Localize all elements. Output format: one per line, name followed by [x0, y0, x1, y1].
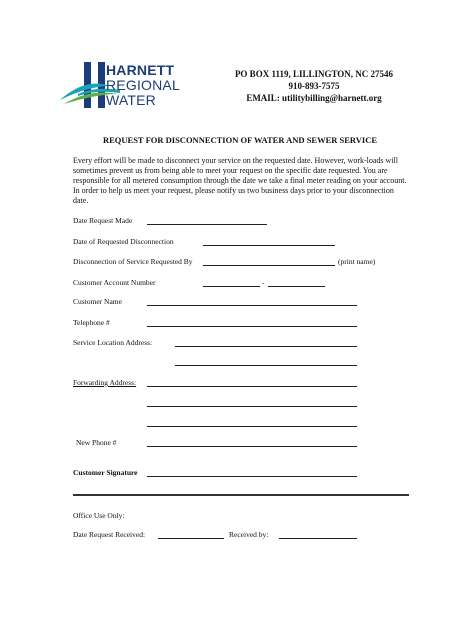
logo-line-3: WATER	[106, 92, 156, 108]
received-by-field[interactable]	[279, 538, 357, 539]
po-box: PO BOX 1119, LILLINGTON, NC 27546	[234, 69, 394, 79]
form-title: REQUEST FOR DISCONNECTION OF WATER AND SEWER SERVICE	[102, 135, 378, 145]
phone-number: 910-893-7575	[288, 81, 340, 91]
service-location-field-2[interactable]	[175, 365, 357, 366]
office-use-heading: Office Use Only:	[73, 511, 125, 520]
received-by-label: Received by:	[229, 530, 269, 539]
logo-line-2: REGIONAL	[106, 77, 180, 93]
account-number-dash: -	[262, 278, 265, 287]
customer-name-field[interactable]	[147, 305, 357, 306]
disconnection-requested-by-label: Disconnection of Service Requested By	[73, 257, 193, 266]
date-request-received-label: Date Request Received:	[73, 530, 146, 539]
customer-signature-label: Customer Signature	[73, 468, 138, 477]
customer-name-label: Customer Name	[73, 297, 122, 306]
date-request-made-field[interactable]	[147, 224, 267, 225]
customer-signature-field[interactable]	[147, 476, 357, 477]
forwarding-address-field-2[interactable]	[147, 406, 357, 407]
telephone-field[interactable]	[147, 326, 357, 327]
new-phone-field[interactable]	[147, 446, 357, 447]
forwarding-address-field-3[interactable]	[147, 426, 357, 427]
account-number-part1-field[interactable]	[203, 286, 260, 287]
new-phone-label: New Phone #	[76, 438, 117, 447]
forwarding-address-field-1[interactable]	[147, 386, 357, 387]
service-location-label: Service Location Address:	[73, 338, 153, 347]
telephone-label: Telephone #	[73, 318, 110, 327]
disconnection-requested-by-field[interactable]	[203, 265, 335, 266]
service-location-field-1[interactable]	[175, 346, 357, 347]
print-name-hint: (print name)	[338, 257, 376, 266]
date-requested-disconnection-label: Date of Requested Disconnection	[73, 237, 174, 246]
date-requested-disconnection-field[interactable]	[203, 245, 335, 246]
section-divider	[73, 494, 409, 496]
account-number-label: Customer Account Number	[73, 278, 156, 287]
date-request-made-label: Date Request Made	[73, 216, 133, 225]
harnett-regional-water-logo	[58, 60, 198, 114]
date-request-received-field[interactable]	[158, 538, 224, 539]
logo-line-1: HARNETT	[106, 62, 175, 78]
email-address: EMAIL: utilitybilling@harnett.org	[246, 93, 382, 103]
address-block	[214, 68, 414, 104]
account-number-part2-field[interactable]	[268, 286, 325, 287]
intro-paragraph: Every effort will be made to disconnect your service on the requested date. However, work-loads will sometimes prevent us from being able to meet your request on the specific date requested. You are responsible for all metered consumption through the date we take a final meter reading on your account. In order to help us meet your request, please notify us two business days prior to your disconnection date.	[73, 156, 407, 205]
forwarding-address-label: Forwarding Address:	[73, 378, 137, 387]
